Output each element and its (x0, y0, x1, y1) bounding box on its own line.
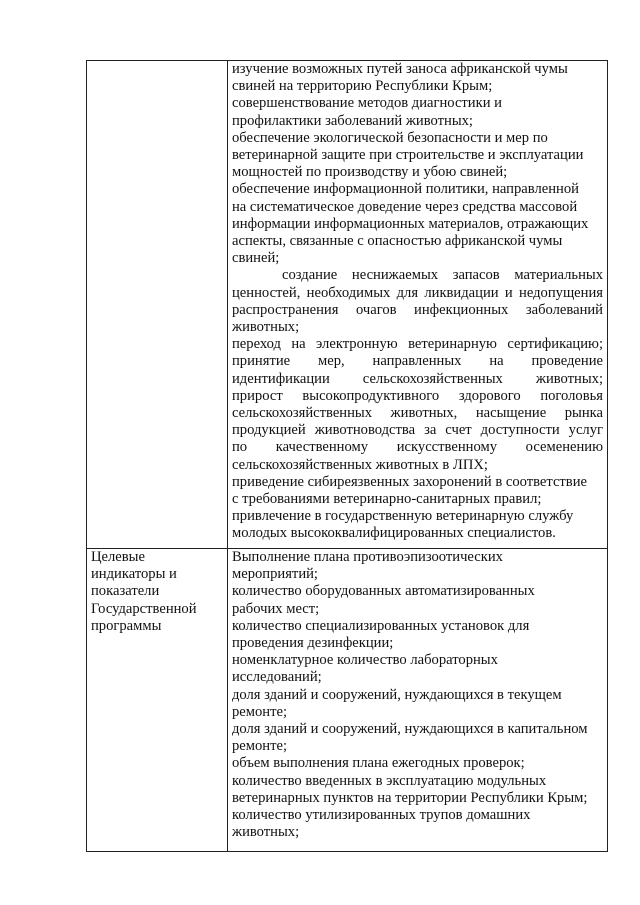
text-line: принятие мер, направленных на проведение (232, 353, 603, 370)
row1-content-cell (228, 61, 608, 549)
text-line: ветеринарной защите при строительстве и эксплуатации (232, 147, 584, 164)
label-line: Государственной (91, 600, 197, 617)
text-line: рабочих мест; (232, 600, 320, 617)
text-line: проведения дезинфекции; (232, 635, 394, 652)
row2-text (232, 549, 603, 841)
table-row (87, 549, 608, 852)
program-table (86, 60, 608, 852)
text-line: животных; (232, 824, 300, 841)
text-line: ветеринарных пунктов на территории Республики Крым; (232, 789, 588, 806)
text-line: ремонте; (232, 738, 288, 755)
table-row (87, 61, 608, 549)
text-line: мощностей по производству и убою свиней; (232, 164, 508, 181)
text-line: доля зданий и сооружений, нуждающихся в капитальном (232, 721, 588, 738)
text-line: профилактики заболеваний животных; (232, 112, 473, 129)
text-line: номенклатурное количество лабораторных (232, 652, 498, 669)
text-line: количество оборудованных автоматизированных (232, 583, 535, 600)
text-line: животных; (232, 319, 300, 336)
text-line: свиней на территорию Республики Крым; (232, 78, 493, 95)
text-line: создание неснижаемых запасов материальных (282, 267, 603, 284)
text-line: количество специализированных установок для (232, 617, 530, 634)
text-line: переход на электронную ветеринарную сертификацию; (232, 336, 603, 353)
text-line: свиней; (232, 250, 280, 267)
text-line: Выполнение плана противоэпизоотических (232, 549, 503, 565)
text-line: количество введенных в эксплуатацию модульных (232, 772, 547, 789)
label-line: программы (91, 617, 162, 634)
text-line: обеспечение экологической безопасности и мер по (232, 129, 548, 146)
text-line: обеспечение информационной политики, направленной (232, 181, 579, 198)
text-line: ремонте; (232, 703, 288, 720)
label-line: Целевые (91, 549, 145, 565)
label-line: индикаторы и (91, 566, 177, 583)
text-line: идентификации сельскохозяйственных животных; (232, 370, 603, 387)
text-line: аспекты, связанные с опасностью африканской чумы (232, 233, 563, 250)
text-line: распространения очагов инфекционных заболеваний (232, 301, 603, 318)
text-line: исследований; (232, 669, 322, 686)
text-line: информации информационных материалов, отражающих (232, 215, 589, 232)
row2-content-cell (228, 549, 608, 852)
text-line: привлечение в государственную ветеринарную службу (232, 508, 574, 525)
text-line: изучение возможных путей заноса африканской чумы (232, 61, 568, 77)
text-line: объем выполнения плана ежегодных проверок; (232, 755, 525, 772)
row1-text (232, 61, 603, 543)
text-line: ценностей, необходимых для ликвидации и недопущения (232, 284, 603, 301)
text-line: продукцией животноводства за счет доступности услуг (232, 422, 603, 439)
text-line: количество утилизированных трупов домашних (232, 807, 531, 824)
text-line: доля зданий и сооружений, нуждающихся в текущем (232, 686, 562, 703)
label-line: показатели (91, 583, 160, 600)
text-line: мероприятий; (232, 566, 318, 583)
row2-label-cell (87, 549, 228, 852)
text-line: сельскохозяйственных животных в ЛПХ; (232, 456, 488, 473)
text-line: по качественному искусственному осеменению (232, 439, 603, 456)
text-line: совершенствование методов диагностики и (232, 95, 502, 112)
indicators-label (91, 549, 223, 635)
text-line: сельскохозяйственных животных, насыщение рынка (232, 405, 603, 422)
text-line: с требованиями ветеринарно-санитарных правил; (232, 491, 542, 508)
text-line: приведение сибиреязвенных захоронений в соответствие (232, 473, 587, 490)
text-line: на систематическое доведение через средства массовой (232, 198, 578, 215)
row1-label-cell (87, 61, 228, 549)
text-line: прирост высокопродуктивного здорового поголовья (232, 387, 603, 404)
text-line: молодых высококвалифицированных специалистов. (232, 525, 556, 542)
